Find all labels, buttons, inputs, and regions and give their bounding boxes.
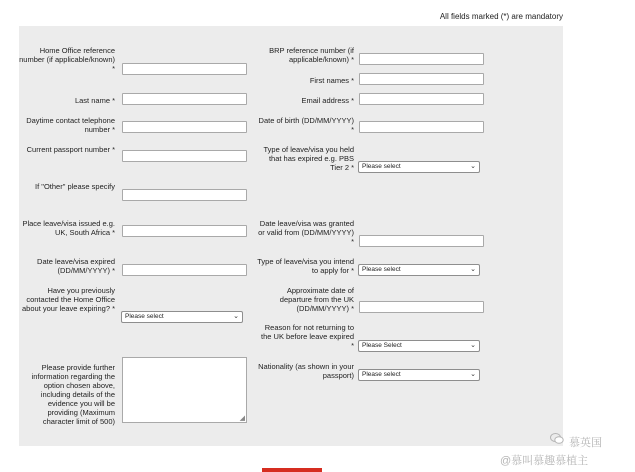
expired-type-label: Type of leave/visa you held that has expired e.g. PBS Tier 2 * [263,145,354,172]
contacted-ho-value: Please select [125,313,164,320]
passport-label: Current passport number * [26,145,115,154]
place-issued-label: Place leave/visa issued e.g. UK, South Africa * [22,219,115,237]
dob-label: Date of birth (DD/MM/YYYY) * [258,116,354,134]
home-office-ref-input[interactable] [122,63,247,75]
reason-label: Reason for not returning to the UK before leave expired * [261,323,354,350]
resize-grip-icon[interactable]: ◢ [239,415,245,422]
passport-input[interactable] [122,150,247,162]
expired-type-select[interactable] [358,161,480,173]
expired-type-value: Please select [362,163,401,170]
nationality-value: Please select [362,371,401,378]
submit-button-edge[interactable] [262,468,322,472]
date-expired-input[interactable] [122,264,247,276]
daytime-phone-input[interactable] [122,121,247,133]
nationality-label: Nationality (as shown in your passport) [258,362,354,380]
email-input[interactable] [359,93,484,105]
contacted-ho-select[interactable] [121,311,243,323]
chevron-down-icon: ⌄ [470,163,476,170]
other-specify-input[interactable] [122,189,247,201]
first-names-label: First names * [309,76,354,85]
mandatory-note: All fields marked (*) are mandatory [439,12,563,21]
last-name-input[interactable] [122,93,247,105]
other-specify-label: If "Other" please specify [35,182,115,191]
further-info-label: Please provide further information regarding the option chosen above, including details of the evidence you will be providing (Maximum character limit of 500) [31,363,115,426]
contacted-ho-label: Have you previously contacted the Home Office about your leave expiring? * [22,286,115,313]
dob-input[interactable] [359,121,484,133]
chevron-down-icon: ⌄ [470,266,476,273]
brp-ref-input[interactable] [359,53,484,65]
watermark-bottom: @慕叫慕趣慕植主 [500,455,589,467]
intend-type-select[interactable] [358,264,480,276]
chevron-down-icon: ⌄ [470,342,476,349]
last-name-label: Last name * [74,96,115,105]
watermark-top: 慕英国 [569,437,602,449]
home-office-ref-label: Home Office reference number (if applicable/known) * [19,46,115,73]
wechat-icon [550,433,564,444]
chevron-down-icon: ⌄ [470,371,476,378]
date-granted-input[interactable] [359,235,484,247]
date-expired-label: Date leave/visa expired (DD/MM/YYYY) * [37,257,115,275]
intend-type-value: Please select [362,266,401,273]
departure-date-label: Approximate date of departure from the UK (DD/MM/YYYY) * [279,286,354,313]
further-info-textarea[interactable] [122,357,247,423]
date-granted-label: Date leave/visa was granted or valid from (DD/MM/YYYY) * [258,219,354,246]
reason-value: Please Select [362,342,402,349]
email-label: Email address * [301,96,354,105]
chevron-down-icon: ⌄ [233,313,239,320]
place-issued-input[interactable] [122,225,247,237]
daytime-phone-label: Daytime contact telephone number * [26,116,115,134]
first-names-input[interactable] [359,73,484,85]
intend-type-label: Type of leave/visa you intend to apply for * [257,257,354,275]
reason-select[interactable] [358,340,480,352]
departure-date-input[interactable] [359,301,484,313]
brp-ref-label: BRP reference number (if applicable/known) * [269,46,354,64]
form-panel [19,26,563,446]
nationality-select[interactable] [358,369,480,381]
